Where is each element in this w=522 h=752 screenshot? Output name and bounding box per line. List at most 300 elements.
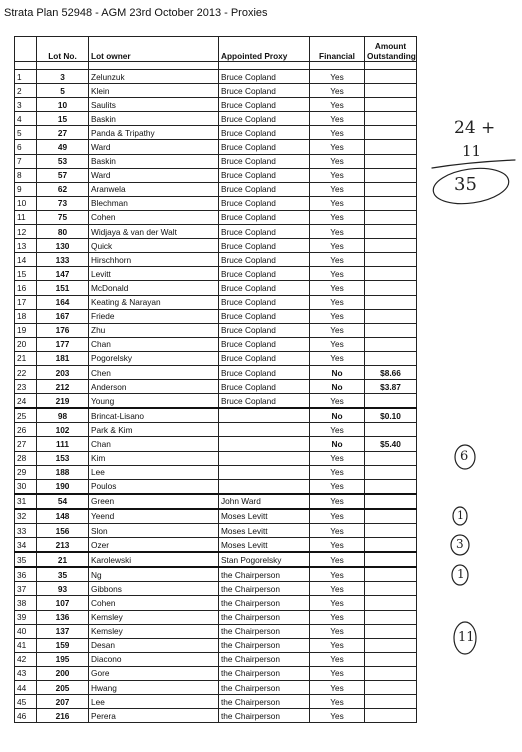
financial-status: Yes [310, 295, 365, 309]
table-row [15, 337, 417, 351]
financial-status: No [310, 365, 365, 379]
financial-status: Yes [310, 582, 365, 596]
financial-status: Yes [310, 281, 365, 295]
financial-status: Yes [310, 494, 365, 509]
amount-outstanding [365, 638, 417, 652]
appointed-proxy: the Chairperson [219, 666, 310, 680]
appointed-proxy [219, 465, 310, 479]
amount-outstanding [365, 681, 417, 695]
row-index: 13 [15, 239, 37, 253]
amount-outstanding: $0.10 [365, 408, 417, 423]
amount-outstanding [365, 695, 417, 709]
financial-status: Yes [310, 538, 365, 553]
lot-owner: Kim [89, 451, 219, 465]
row-index: 18 [15, 309, 37, 323]
lot-owner: Ward [89, 140, 219, 154]
financial-status: Yes [310, 182, 365, 196]
financial-status: Yes [310, 168, 365, 182]
lot-number: 147 [37, 267, 89, 281]
row-index: 10 [15, 196, 37, 210]
lot-owner: Kemsley [89, 610, 219, 624]
header-amount-outstanding: Amount Outstanding [365, 37, 417, 62]
lot-owner: Cohen [89, 596, 219, 610]
lot-number: 195 [37, 652, 89, 666]
financial-status: Yes [310, 596, 365, 610]
table-row [15, 295, 417, 309]
financial-status: Yes [310, 666, 365, 680]
lot-owner: Friede [89, 309, 219, 323]
financial-status: Yes [310, 154, 365, 168]
header-index [15, 37, 37, 62]
row-index: 16 [15, 281, 37, 295]
table-row [15, 465, 417, 479]
appointed-proxy: John Ward [219, 494, 310, 509]
appointed-proxy [219, 437, 310, 451]
lot-number: 137 [37, 624, 89, 638]
handwritten-circled-11: 11 [458, 630, 475, 645]
financial-status: Yes [310, 337, 365, 351]
row-index: 2 [15, 84, 37, 98]
row-index: 41 [15, 638, 37, 652]
amount-outstanding [365, 309, 417, 323]
appointed-proxy: the Chairperson [219, 709, 310, 723]
financial-status: Yes [310, 253, 365, 267]
lot-number: 190 [37, 479, 89, 494]
amount-outstanding [365, 423, 417, 437]
lot-number: 21 [37, 552, 89, 567]
financial-status: Yes [310, 567, 365, 582]
table-row [15, 552, 417, 567]
appointed-proxy: Bruce Copland [219, 140, 310, 154]
row-index: 37 [15, 582, 37, 596]
table-row [15, 509, 417, 524]
lot-number: 111 [37, 437, 89, 451]
appointed-proxy: Bruce Copland [219, 394, 310, 409]
amount-outstanding [365, 582, 417, 596]
appointed-proxy: the Chairperson [219, 681, 310, 695]
lot-owner: Ng [89, 567, 219, 582]
row-index: 21 [15, 351, 37, 365]
lot-owner: Brincat-Lisano [89, 408, 219, 423]
amount-outstanding [365, 323, 417, 337]
row-index: 23 [15, 380, 37, 394]
row-index: 11 [15, 210, 37, 224]
table-row [15, 239, 417, 253]
sum-underline-mark [432, 160, 515, 168]
financial-status: Yes [310, 652, 365, 666]
header-lot-owner: Lot owner [89, 37, 219, 62]
table-row [15, 380, 417, 394]
lot-number: 49 [37, 140, 89, 154]
financial-status: Yes [310, 225, 365, 239]
table-row [15, 479, 417, 494]
lot-number: 10 [37, 98, 89, 112]
amount-outstanding [365, 70, 417, 84]
table-row [15, 351, 417, 365]
row-index: 38 [15, 596, 37, 610]
row-index: 42 [15, 652, 37, 666]
lot-owner: Chan [89, 437, 219, 451]
financial-status: No [310, 408, 365, 423]
lot-owner: Green [89, 494, 219, 509]
lot-owner: Saulits [89, 98, 219, 112]
table-row [15, 624, 417, 638]
lot-number: 5 [37, 84, 89, 98]
row-index: 30 [15, 479, 37, 494]
lot-number: 75 [37, 210, 89, 224]
row-index: 46 [15, 709, 37, 723]
lot-owner: Klein [89, 84, 219, 98]
row-index: 34 [15, 538, 37, 553]
appointed-proxy [219, 451, 310, 465]
financial-status: Yes [310, 509, 365, 524]
financial-status: Yes [310, 552, 365, 567]
appointed-proxy: the Chairperson [219, 596, 310, 610]
appointed-proxy: the Chairperson [219, 582, 310, 596]
lot-number: 205 [37, 681, 89, 695]
table-row [15, 596, 417, 610]
row-index: 22 [15, 365, 37, 379]
lot-number: 35 [37, 567, 89, 582]
table-row [15, 323, 417, 337]
lot-owner: Zelunzuk [89, 70, 219, 84]
lot-number: 200 [37, 666, 89, 680]
table-row [15, 582, 417, 596]
amount-outstanding [365, 538, 417, 553]
table-row [15, 451, 417, 465]
appointed-proxy: Bruce Copland [219, 182, 310, 196]
lot-owner: Baskin [89, 112, 219, 126]
appointed-proxy: Bruce Copland [219, 126, 310, 140]
lot-owner: Hirschhorn [89, 253, 219, 267]
row-index: 39 [15, 610, 37, 624]
table-row [15, 140, 417, 154]
financial-status: Yes [310, 423, 365, 437]
lot-owner: Keating & Narayan [89, 295, 219, 309]
table-row [15, 567, 417, 582]
appointed-proxy: Bruce Copland [219, 70, 310, 84]
row-index: 4 [15, 112, 37, 126]
row-index: 7 [15, 154, 37, 168]
lot-owner: Diacono [89, 652, 219, 666]
lot-number: 188 [37, 465, 89, 479]
appointed-proxy: the Chairperson [219, 638, 310, 652]
lot-owner: Chen [89, 365, 219, 379]
row-index: 44 [15, 681, 37, 695]
lot-owner: Kemsley [89, 624, 219, 638]
row-index: 8 [15, 168, 37, 182]
lot-number: 151 [37, 281, 89, 295]
table-row [15, 70, 417, 84]
lot-number: 107 [37, 596, 89, 610]
handwritten-sum-line1: 24 + [454, 118, 496, 138]
table-row [15, 98, 417, 112]
financial-status: Yes [310, 126, 365, 140]
appointed-proxy: Bruce Copland [219, 323, 310, 337]
lot-owner: Lee [89, 695, 219, 709]
lot-number: 3 [37, 70, 89, 84]
lot-number: 98 [37, 408, 89, 423]
lot-owner: Ward [89, 168, 219, 182]
lot-number: 27 [37, 126, 89, 140]
appointed-proxy: Bruce Copland [219, 112, 310, 126]
amount-outstanding [365, 479, 417, 494]
table-row [15, 365, 417, 379]
appointed-proxy: Bruce Copland [219, 267, 310, 281]
table-row [15, 84, 417, 98]
financial-status: Yes [310, 681, 365, 695]
lot-number: 148 [37, 509, 89, 524]
spacer-cell [15, 62, 37, 70]
lot-owner: Quick [89, 239, 219, 253]
lot-number: 207 [37, 695, 89, 709]
appointed-proxy: the Chairperson [219, 652, 310, 666]
spacer-row [15, 62, 417, 70]
financial-status: Yes [310, 309, 365, 323]
financial-status: Yes [310, 610, 365, 624]
lot-owner: Lee [89, 465, 219, 479]
lot-number: 73 [37, 196, 89, 210]
amount-outstanding [365, 126, 417, 140]
lot-owner: Park & Kim [89, 423, 219, 437]
lot-number: 153 [37, 451, 89, 465]
row-index: 28 [15, 451, 37, 465]
proxies-table [14, 36, 417, 723]
table-row [15, 638, 417, 652]
header-lot-no: Lot No. [37, 37, 89, 62]
amount-outstanding [365, 98, 417, 112]
table-row [15, 253, 417, 267]
row-index: 9 [15, 182, 37, 196]
lot-owner: Aranwela [89, 182, 219, 196]
lot-owner: Gibbons [89, 582, 219, 596]
financial-status: Yes [310, 624, 365, 638]
appointed-proxy: Moses Levitt [219, 509, 310, 524]
amount-outstanding [365, 652, 417, 666]
table-row [15, 437, 417, 451]
financial-status: Yes [310, 70, 365, 84]
appointed-proxy: Bruce Copland [219, 225, 310, 239]
appointed-proxy: Bruce Copland [219, 253, 310, 267]
table-row [15, 524, 417, 538]
amount-outstanding [365, 610, 417, 624]
row-index: 35 [15, 552, 37, 567]
amount-outstanding [365, 112, 417, 126]
header-appointed-proxy: Appointed Proxy [219, 37, 310, 62]
row-index: 12 [15, 225, 37, 239]
row-index: 17 [15, 295, 37, 309]
amount-outstanding [365, 451, 417, 465]
amount-outstanding [365, 709, 417, 723]
amount-outstanding [365, 465, 417, 479]
lot-owner: Ozer [89, 538, 219, 553]
lot-owner: Panda & Tripathy [89, 126, 219, 140]
lot-number: 177 [37, 337, 89, 351]
amount-outstanding [365, 567, 417, 582]
table-row [15, 538, 417, 553]
table-row [15, 494, 417, 509]
appointed-proxy: Bruce Copland [219, 351, 310, 365]
spacer-cell [365, 62, 417, 70]
lot-number: 164 [37, 295, 89, 309]
table-row [15, 196, 417, 210]
header-financial: Financial [310, 37, 365, 62]
appointed-proxy: Moses Levitt [219, 524, 310, 538]
appointed-proxy: the Chairperson [219, 695, 310, 709]
amount-outstanding [365, 168, 417, 182]
table-row [15, 709, 417, 723]
financial-status: Yes [310, 709, 365, 723]
appointed-proxy [219, 408, 310, 423]
handwritten-circled-6: 6 [460, 449, 469, 464]
appointed-proxy: Bruce Copland [219, 295, 310, 309]
lot-owner: Chan [89, 337, 219, 351]
table-row [15, 182, 417, 196]
amount-outstanding [365, 666, 417, 680]
lot-owner: Young [89, 394, 219, 409]
lot-owner: Anderson [89, 380, 219, 394]
row-index: 15 [15, 267, 37, 281]
financial-status: Yes [310, 98, 365, 112]
amount-outstanding [365, 267, 417, 281]
table-row [15, 112, 417, 126]
lot-number: 80 [37, 225, 89, 239]
lot-number: 93 [37, 582, 89, 596]
lot-number: 213 [37, 538, 89, 553]
row-index: 19 [15, 323, 37, 337]
table-row [15, 666, 417, 680]
table-row [15, 210, 417, 224]
amount-outstanding [365, 239, 417, 253]
amount-outstanding: $3.87 [365, 380, 417, 394]
lot-number: 176 [37, 323, 89, 337]
financial-status: Yes [310, 638, 365, 652]
lot-number: 15 [37, 112, 89, 126]
amount-outstanding [365, 596, 417, 610]
appointed-proxy: the Chairperson [219, 624, 310, 638]
financial-status: Yes [310, 84, 365, 98]
table-row [15, 695, 417, 709]
spacer-cell [310, 62, 365, 70]
amount-outstanding [365, 182, 417, 196]
lot-number: 62 [37, 182, 89, 196]
appointed-proxy: Bruce Copland [219, 196, 310, 210]
appointed-proxy: Bruce Copland [219, 309, 310, 323]
financial-status: Yes [310, 451, 365, 465]
lot-number: 216 [37, 709, 89, 723]
appointed-proxy: Bruce Copland [219, 337, 310, 351]
lot-owner: Yeend [89, 509, 219, 524]
row-index: 31 [15, 494, 37, 509]
table-row [15, 281, 417, 295]
row-index: 5 [15, 126, 37, 140]
row-index: 6 [15, 140, 37, 154]
lot-owner: Hwang [89, 681, 219, 695]
table-row [15, 309, 417, 323]
lot-owner: Pogorelsky [89, 351, 219, 365]
row-index: 43 [15, 666, 37, 680]
amount-outstanding [365, 225, 417, 239]
lot-number: 53 [37, 154, 89, 168]
table-row [15, 423, 417, 437]
amount-outstanding [365, 509, 417, 524]
amount-outstanding [365, 337, 417, 351]
appointed-proxy [219, 423, 310, 437]
row-index: 25 [15, 408, 37, 423]
table-row [15, 168, 417, 182]
row-index: 40 [15, 624, 37, 638]
amount-outstanding [365, 394, 417, 409]
amount-outstanding [365, 154, 417, 168]
amount-outstanding [365, 196, 417, 210]
row-index: 3 [15, 98, 37, 112]
table-row [15, 225, 417, 239]
lot-owner: Baskin [89, 154, 219, 168]
table-row [15, 267, 417, 281]
handwritten-circled-3: 3 [456, 537, 464, 551]
row-index: 36 [15, 567, 37, 582]
amount-outstanding: $5.40 [365, 437, 417, 451]
amount-outstanding [365, 210, 417, 224]
lot-number: 167 [37, 309, 89, 323]
row-index: 33 [15, 524, 37, 538]
financial-status: Yes [310, 323, 365, 337]
lot-owner: Gore [89, 666, 219, 680]
lot-owner: Karolewski [89, 552, 219, 567]
appointed-proxy: Bruce Copland [219, 281, 310, 295]
financial-status: Yes [310, 695, 365, 709]
lot-owner: Perera [89, 709, 219, 723]
spacer-cell [219, 62, 310, 70]
financial-status: Yes [310, 465, 365, 479]
appointed-proxy: the Chairperson [219, 610, 310, 624]
amount-outstanding [365, 351, 417, 365]
lot-owner: McDonald [89, 281, 219, 295]
financial-status: Yes [310, 267, 365, 281]
appointed-proxy: Bruce Copland [219, 168, 310, 182]
appointed-proxy: Bruce Copland [219, 154, 310, 168]
lot-number: 203 [37, 365, 89, 379]
lot-owner: Desan [89, 638, 219, 652]
lot-number: 212 [37, 380, 89, 394]
amount-outstanding [365, 494, 417, 509]
financial-status: Yes [310, 112, 365, 126]
row-index: 32 [15, 509, 37, 524]
handwritten-circled-1a: 1 [457, 509, 464, 522]
row-index: 1 [15, 70, 37, 84]
spacer-cell [89, 62, 219, 70]
financial-status: Yes [310, 394, 365, 409]
appointed-proxy [219, 479, 310, 494]
lot-number: 54 [37, 494, 89, 509]
amount-outstanding [365, 253, 417, 267]
row-index: 26 [15, 423, 37, 437]
lot-owner: Widjaya & van der Walt [89, 225, 219, 239]
lot-number: 102 [37, 423, 89, 437]
lot-number: 156 [37, 524, 89, 538]
appointed-proxy: the Chairperson [219, 567, 310, 582]
row-index: 45 [15, 695, 37, 709]
amount-outstanding [365, 524, 417, 538]
amount-outstanding [365, 624, 417, 638]
appointed-proxy: Bruce Copland [219, 365, 310, 379]
spacer-cell [37, 62, 89, 70]
amount-outstanding [365, 295, 417, 309]
lot-owner: Slon [89, 524, 219, 538]
lot-owner: Blechman [89, 196, 219, 210]
lot-number: 130 [37, 239, 89, 253]
appointed-proxy: Moses Levitt [219, 538, 310, 553]
